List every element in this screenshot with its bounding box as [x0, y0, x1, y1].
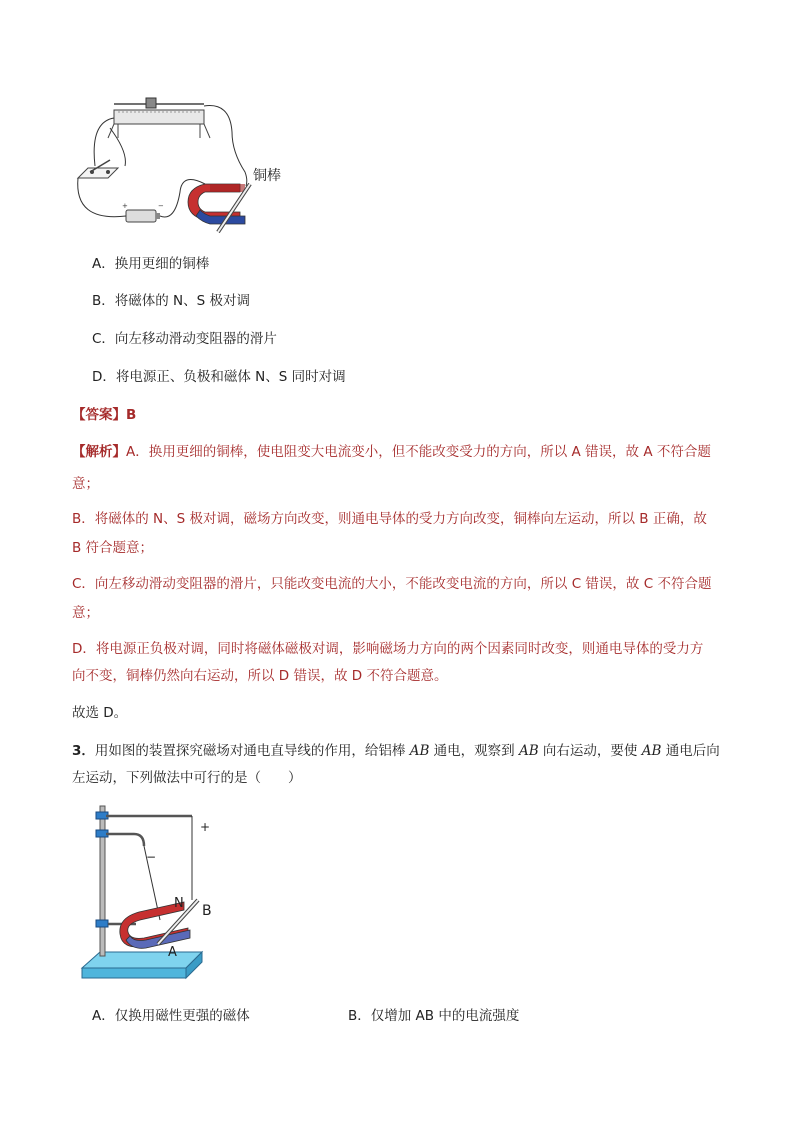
analysis-line-8: 向不变，铜棒仍然向右运动，所以 D 错误，故 D 不符合题意。	[72, 668, 448, 684]
analysis-line-5: C．向左移动滑动变阻器的滑片，只能改变电流的大小，不能改变电流的方向，所以 C 错误，故 C 不符合题	[72, 576, 712, 592]
analysis-line-7: D．将电源正负极对调，同时将磁体磁极对调，影响磁场力方向的两个因素同时改变，则通电导体的受力方	[72, 641, 704, 657]
figure-stand-rod-ab	[74, 800, 224, 985]
svg-text:+: +	[122, 202, 128, 210]
q2-option-a: A．换用更细的铜棒	[92, 256, 210, 272]
figure-circuit-copper-rod	[70, 92, 300, 237]
answer-value: B	[126, 407, 137, 423]
q3-option-b: B．仅增加 AB 中的电流强度	[348, 1008, 520, 1024]
q3-stem-line-2: 左运动，下列做法中可行的是（ ）	[72, 770, 302, 786]
analysis-tag: 【解析】	[72, 444, 126, 460]
battery-icon	[122, 202, 164, 222]
q3-stem-line-1: 3．用如图的装置探究磁场对通电直导线的作用，给铝棒 AB 通电，观察到 AB 向右运动，要使 AB 通电后向	[72, 743, 720, 759]
label-plus: +	[200, 820, 211, 834]
label-b: B	[202, 903, 212, 919]
analysis-line-2: 意；	[72, 476, 99, 492]
switch-icon	[78, 160, 118, 178]
answer-tag: 【答案】	[72, 407, 126, 423]
q2-option-d: D．将电源正、负极和磁体 N、S 同时对调	[92, 369, 346, 385]
conclusion: 故选 D。	[72, 705, 128, 721]
label-a: A	[168, 945, 177, 960]
answer-line	[72, 405, 136, 425]
rheostat-icon	[108, 98, 210, 138]
svg-text:−: −	[158, 202, 164, 210]
q2-option-b: B．将磁体的 N、S 极对调	[92, 293, 251, 309]
q3-option-a: A．仅换用磁性更强的磁体	[92, 1008, 250, 1024]
label-n: N	[174, 896, 184, 911]
label-minus: −	[146, 850, 157, 864]
q2-option-c: C．向左移动滑动变阻器的滑片	[92, 331, 277, 347]
analysis-line-4: B 符合题意；	[72, 540, 154, 556]
q3-number: 3．	[72, 743, 95, 759]
analysis-line-3: B．将磁体的 N、S 极对调，磁场方向改变，则通电导体的受力方向改变，铜棒向左运动，所以 B 正确，故	[72, 511, 707, 527]
copper-rod-label: 铜棒	[253, 168, 281, 184]
analysis-line-6: 意；	[72, 605, 99, 621]
analysis-line-1: 【解析】A．换用更细的铜棒，使电阻变大电流变小，但不能改变受力的方向，所以 A 错误，故 A 不符合题	[72, 444, 711, 460]
stand-pole-icon	[100, 806, 105, 956]
